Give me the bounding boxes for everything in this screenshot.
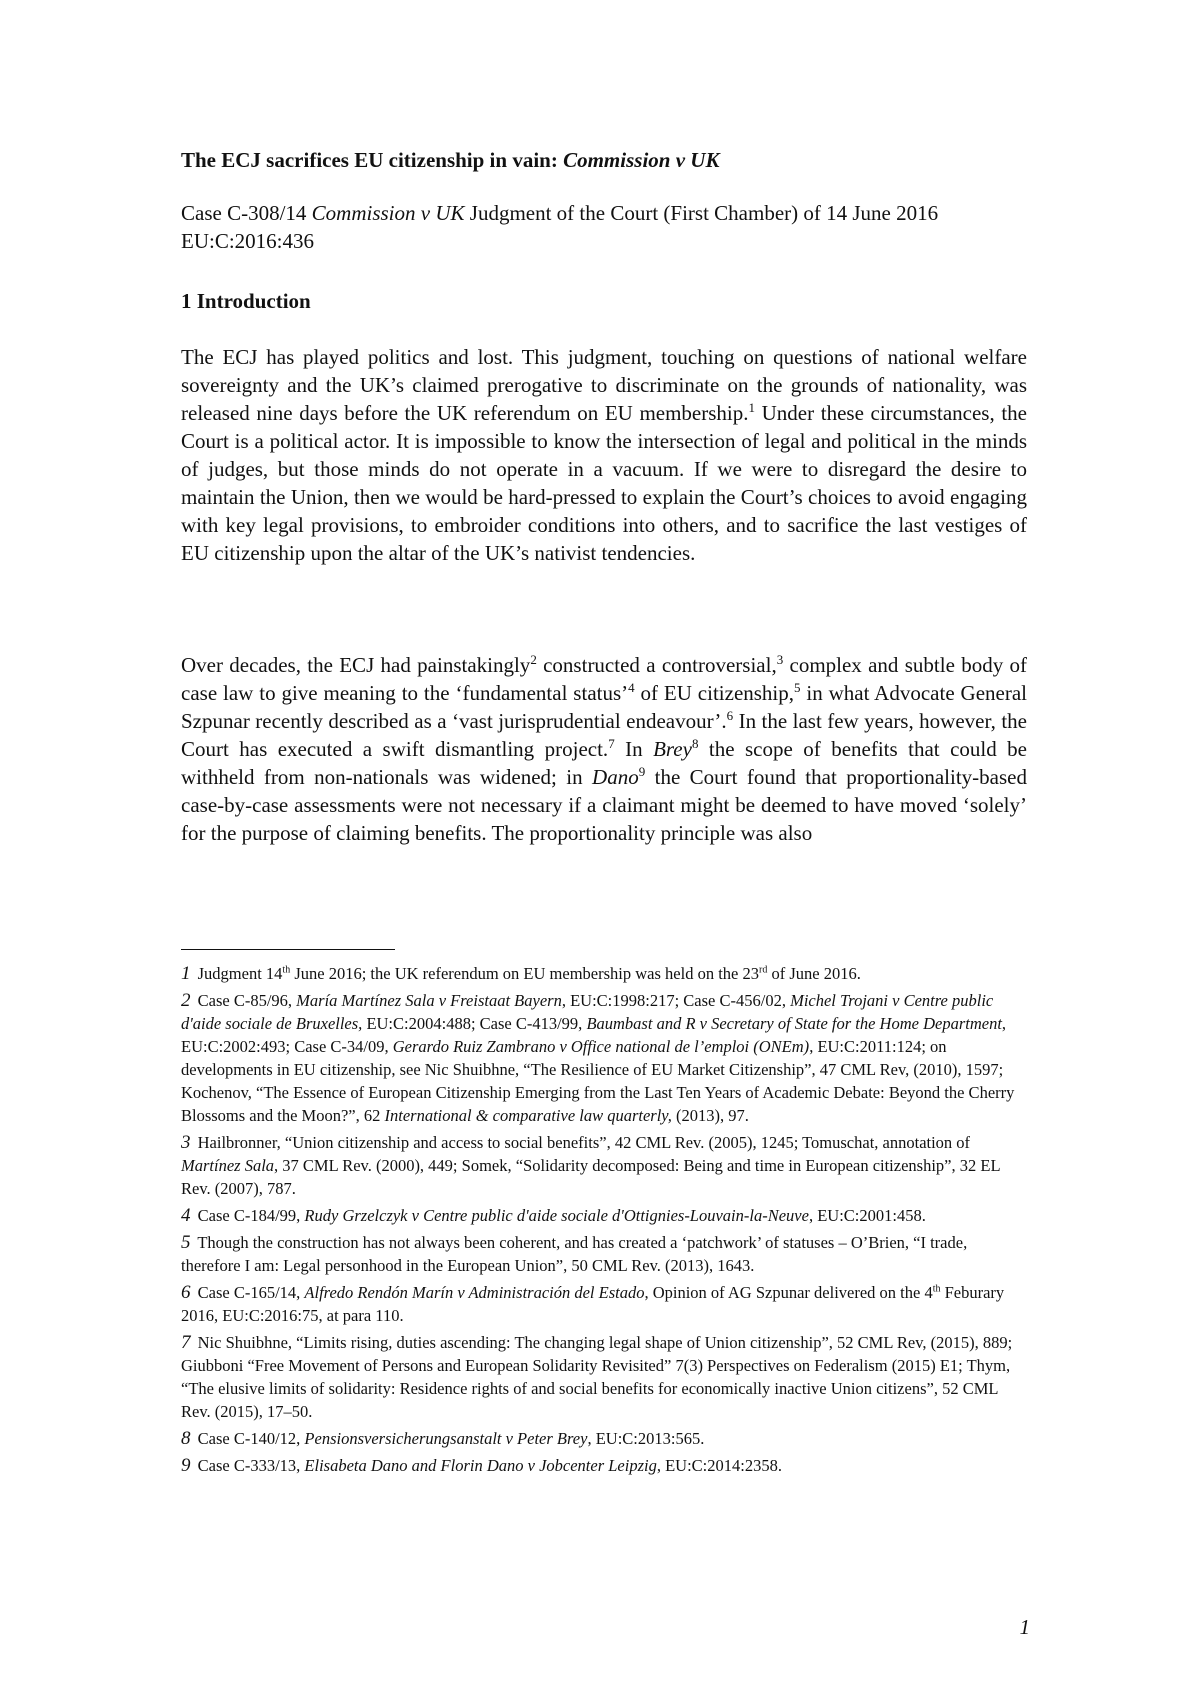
page-number: 1 — [1019, 1615, 1030, 1639]
case-ref-prefix: Case C-308/14 — [181, 201, 312, 225]
footnote-number: 6 — [181, 1282, 191, 1303]
footnote-text: , EU:C:2013:565. — [587, 1429, 705, 1448]
article-title — [181, 147, 1027, 173]
footnote-text: , EU:C:2011:124; on developments in EU citizenship, see Nic Shuibhne, “The Resilience of EU Market Citizenship”, 47 CML Rev, (2010), 1597; Kochenov, “The Essence of European Citizenship Emerging from the Last Ten Years of Academic Debate: Beyond the Cherry Blossoms and the Moon?”, 62 — [181, 1037, 1015, 1125]
journal-name: International & comparative law quarterly, — [384, 1106, 672, 1125]
footnote-1 — [181, 962, 1027, 985]
footnote-2 — [181, 989, 1027, 1127]
footnote-text: (2013), 97. — [671, 1106, 749, 1125]
footnote-text: , EU:C:2002:493; Case C-34/09, — [181, 1014, 1007, 1056]
footnote-text: of June 2016. — [767, 964, 861, 983]
case-ref-suffix: Judgment of the Court (First Chamber) of 14 June 2016 EU:C:2016:436 — [181, 201, 939, 253]
footnote-number: 3 — [181, 1132, 191, 1153]
footnote-text: Hailbronner, “Union citizenship and access to social benefits”, 42 CML Rev. (2005), 1245; Tomuschat, annotation of — [193, 1133, 971, 1152]
para1-text-b: Under these circumstances, the Court is a political actor. It is impossible to know the intersection of legal and political in the minds of judges, but those minds do not operate in a vacuum. If we were to disregard the desire to maintain the Union, then we would be hard-pressed to explain the Court’s choices to avoid engaging with key legal provisions, to embroider conditions into others, and to sacrifice the last vestiges of EU citizenship upon the altar of the UK’s nativist tendencies. — [181, 401, 1027, 565]
paragraph-introduction-2 — [181, 651, 1027, 903]
footnote-number: 1 — [181, 963, 191, 984]
footnote-6 — [181, 1281, 1027, 1327]
footnote-text: June 2016; the UK referendum on EU membership was held on the 23 — [290, 964, 759, 983]
footnote-ref-7[interactable]: 7 — [608, 736, 615, 751]
title-text: The ECJ sacrifices EU citizenship in vain: — [181, 148, 564, 172]
para2-text-e: in what Advocate General Szpunar recently described as a ‘vast jurisprudential endeavour’. — [181, 681, 1027, 733]
paragraph-introduction-1 — [181, 343, 1027, 595]
case-name: Rudy Grzelczyk v Centre public d'aide sociale d'Ottignies-Louvain-la-Neuve — [304, 1206, 809, 1225]
footnote-ref-5[interactable]: 5 — [794, 680, 801, 695]
case-name: Martínez Sala — [181, 1156, 275, 1175]
footnote-text: Though the construction has not always been coherent, and has created a ‘patchwork’ of statuses – O’Brien, “I trade, therefore I am: Legal personhood in the European Union”, 50 CML Rev. (2013), 1643. — [181, 1233, 968, 1275]
footnote-text: Case C-165/14, — [193, 1283, 305, 1302]
section-heading: 1 Introduction — [181, 289, 311, 313]
para2-text-c: complex and subtle body of case law to give meaning to the ‘fundamental status’ — [181, 653, 1027, 705]
footnote-ref-4[interactable]: 4 — [628, 680, 635, 695]
footnote-text: , EU:C:2014:2358. — [656, 1456, 782, 1475]
ordinal-suffix: rd — [758, 964, 768, 976]
footnote-ref-3[interactable]: 3 — [776, 652, 784, 667]
footnote-ref-9[interactable]: 9 — [638, 764, 646, 779]
footnote-8 — [181, 1427, 1027, 1450]
para2-text-i: the Court found that proportionality-based case-by-case assessments were not necessary if a claimant might be deemed to have moved ‘solely’ for the purpose of claiming benefits. The proportionality principle was also — [181, 765, 1027, 845]
case-name: Gerardo Ruiz Zambrano v Office national de l’emploi (ONEm) — [392, 1037, 810, 1056]
ordinal-suffix: th — [282, 964, 291, 976]
case-name-brey: Brey — [653, 737, 692, 761]
ordinal-suffix: th — [932, 1283, 941, 1295]
footnote-number: 5 — [181, 1232, 191, 1253]
footnote-text: , EU:C:1998:217; Case C-456/02, — [561, 991, 791, 1010]
case-name: Baumbast and R v Secretary of State for the Home Department — [586, 1014, 1002, 1033]
para1-text-a: The ECJ has played politics and lost. This judgment, touching on questions of national welfare sovereignty and the UK’s claimed prerogative to discriminate on the grounds of nationality, was released nine days before the UK referendum on EU membership. — [181, 345, 1027, 425]
para2-text-d: of EU citizenship, — [634, 681, 795, 705]
footnote-number: 9 — [181, 1455, 191, 1476]
case-name: Michel Trojani v Centre public d'aide sociale de Bruxelles, — [181, 991, 994, 1033]
case-name: Elisabeta Dano and Florin Dano v Jobcenter Leipzig — [304, 1456, 657, 1475]
title-case-name: Commission v UK — [563, 148, 720, 172]
para2-text-a: Over decades, the ECJ had painstakingly — [181, 653, 531, 677]
footnote-separator — [181, 949, 395, 950]
para2-text-g: In — [614, 737, 654, 761]
para2-text-h: the scope of benefits that could be withheld from non-nationals was widened; in — [181, 737, 1027, 789]
footnote-text: Case C-184/99, — [193, 1206, 305, 1225]
footnote-9 — [181, 1454, 1027, 1477]
footnote-text: , EU:C:2001:458. — [808, 1206, 926, 1225]
footnote-text: Case C-140/12, — [193, 1429, 305, 1448]
case-ref-name: Commission v UK — [311, 201, 465, 225]
case-name-dano: Dano — [592, 765, 639, 789]
footnote-5 — [181, 1231, 1027, 1277]
footnote-text: Case C-85/96, — [193, 991, 297, 1010]
footnote-text: EU:C:2004:488; Case C-413/99, — [362, 1014, 587, 1033]
footnote-text: Case C-333/13, — [193, 1456, 305, 1475]
case-name: Pensionsversicherungsanstalt v Peter Brey — [304, 1429, 588, 1448]
case-name: María Martínez Sala v Freistaat Bayern — [296, 991, 562, 1010]
footnote-text: , Opinion of AG Szpunar delivered on the 4 — [644, 1283, 933, 1302]
footnote-text: , 37 CML Rev. (2000), 449; Somek, “Solidarity decomposed: Being and time in European citizenship”, 32 EL Rev. (2007), 787. — [181, 1156, 1000, 1198]
case-reference — [181, 199, 1027, 255]
footnote-ref-6[interactable]: 6 — [726, 708, 734, 723]
footnotes — [181, 962, 1027, 1481]
case-name: Alfredo Rendón Marín v Administración del Estado — [304, 1283, 645, 1302]
footnote-text: Judgment 14 — [193, 964, 283, 983]
footnote-ref-1[interactable]: 1 — [748, 400, 756, 415]
footnote-3 — [181, 1131, 1027, 1200]
para2-text-b: constructed a controversial, — [536, 653, 777, 677]
para2-text-f: In the last few years, however, the Court has executed a swift dismantling project. — [181, 709, 1027, 761]
footnote-text: Nic Shuibhne, “Limits rising, duties ascending: The changing legal shape of Union citizenship”, 52 CML Rev, (2015), 889; Giubboni “Free Movement of Persons and European Solidarity Revisited” 7(3) Perspectives on Federalism (2015) E1; Thym, “The elusive limits of solidarity: Residence rights of and social benefits for economically inactive Union citizens”, 52 CML Rev. (2015), 17–50. — [181, 1333, 1013, 1421]
footnote-ref-8[interactable]: 8 — [691, 736, 699, 751]
footnote-7 — [181, 1331, 1027, 1423]
footnote-number: 8 — [181, 1428, 191, 1449]
footnote-ref-2[interactable]: 2 — [530, 652, 537, 667]
footnote-number: 7 — [181, 1332, 191, 1353]
footnote-number: 2 — [181, 990, 191, 1011]
footnote-4 — [181, 1204, 1027, 1227]
footnote-text: Feburary 2016, EU:C:2016:75, at para 110. — [181, 1283, 1005, 1325]
footnote-number: 4 — [181, 1205, 191, 1226]
